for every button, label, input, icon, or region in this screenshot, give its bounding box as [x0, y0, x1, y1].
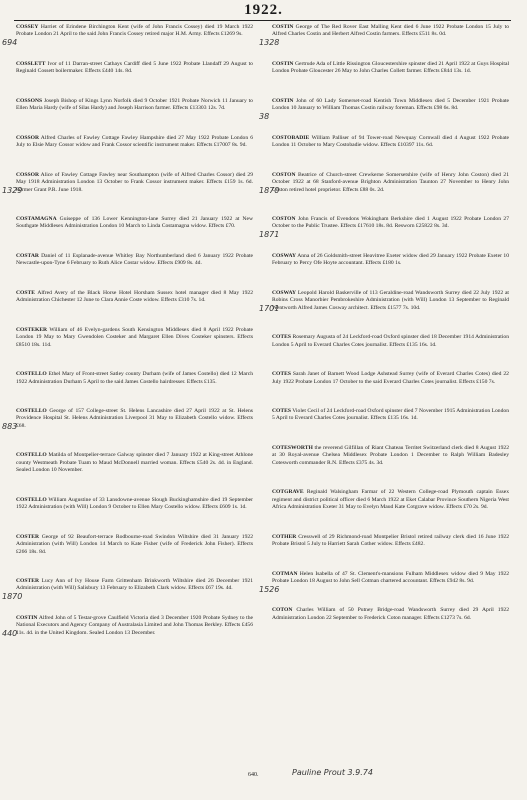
- entry-surname: COSTER: [16, 577, 40, 584]
- entry-text: Leopold Harold Baskerville of 113 Geraldine-road Wandsworth Surrey died 22 July 1922 at Robins Cross Manorbier Pembrokeshire Administration (with Will) London 13 September to Reginald Wentworth Alfred James Cosway architect. Effects £1577 7s. 10d.: [272, 289, 509, 311]
- margin-note: 694: [2, 38, 18, 47]
- probate-entry: [272, 253, 509, 268]
- entry-surname: COSWAY: [272, 252, 297, 259]
- entry-text: Ethel Mary of Front-street Satley county Durham (wife of James Costello) died 12 March 1922 Administration Durham 5 April to the said James Costello hairdresser. Effects £135.: [16, 371, 253, 385]
- entry-surname: COTHER: [272, 533, 297, 540]
- probate-entry: [272, 408, 509, 423]
- margin-note: 883: [2, 422, 18, 431]
- margin-note: 1870: [2, 592, 23, 601]
- entry-surname: COSTE: [16, 289, 35, 296]
- entry-text: Charles William of 50 Putney Bridge-road Wandsworth Surrey died 29 April 1922 Administration London 22 September to Frederick Coton manager. Effects £1273 7s. 6d.: [272, 607, 509, 621]
- entry-surname: COSTELLO: [16, 452, 47, 459]
- probate-entry: [16, 216, 253, 231]
- entry-text: Alfred Avery of the Black Horse Hotel Horsham Sussex hotel manager died 8 May 1922 Administration Chichester 12 June to Clara Annie Coste widow. Effects £310 7s. 1d.: [16, 289, 253, 304]
- probate-entry: [272, 607, 509, 622]
- entry-surname: COTGRAVE: [272, 489, 304, 496]
- margin-note: 1329: [2, 186, 23, 195]
- heading-rule: [14, 20, 511, 21]
- entry-surname: COSTIN: [16, 614, 38, 621]
- entry-text: Lucy Ann of Ivy House Farm Grittenham Brinkworth Wiltshire died 26 December 1921 Administration (with Will) Salisbury 13 February to Elizabeth Clark widow. Effects £67 19s. 4d.: [16, 577, 253, 592]
- entry-text: Daniel of 11 Esplanade-avenue Whitley Bay Northumberland died 6 January 1922 Probate Newcastle-upon-Tyne 6 February to Ruth Alice Costar widow. Effects £909 8s. 4d.: [16, 252, 253, 267]
- entry-text: Anna of 26 Goldsmith-street Heavitree Exeter widow died 29 January 1922 Probate Exeter 10 February to Percy Ofe Hoyte accountant. Effects £180 1s.: [272, 252, 509, 267]
- entry-text: Helen Isabella of 47 St. Clement's-mansions Fulham Middlesex widow died 9 May 1922 Probate London 18 August to John Sell Cotman chartered accountant. Effects £942 8s. 9d.: [272, 570, 509, 584]
- entry-surname: COSTEKER: [16, 326, 48, 333]
- probate-entry: [16, 61, 253, 76]
- probate-entry: [272, 98, 509, 113]
- entry-surname: COSTAMAGNA: [16, 215, 57, 222]
- probate-entry: [16, 578, 253, 593]
- probate-entry: [16, 615, 253, 637]
- probate-entry: [16, 408, 253, 430]
- probate-entry: [272, 334, 509, 349]
- probate-entry: [16, 327, 253, 349]
- entry-text: Alfred John of 5 Testar-grove Caulfield Victoria died 3 December 1920 Probate Sydney to the National Executors and Agency Company of Australasia Limited and John Thomas Berkley. Effects £456 11s. 4d. in the United Kingdom. Sealed London 13 December.: [16, 614, 253, 636]
- entry-surname: COSTIN: [272, 60, 294, 67]
- probate-entry: [272, 172, 509, 194]
- probate-entry: [16, 98, 253, 113]
- probate-entry: [272, 571, 509, 586]
- entry-text: William Augustine of 33 Lansdowne-avenue Slough Buckinghamshire died 19 September 1922 Administration (with Will) London 9 October to Ellen Mary Costello widow. Effects £609 1s. 1d.: [16, 496, 253, 511]
- entry-surname: COSWAY: [272, 289, 297, 296]
- margin-note: 1871: [259, 230, 280, 239]
- entry-text: George of 157 College-street St. Helens Lancashire died 27 April 1922 at St. Helens Providence Hospital St. Helens Administration Liverpool 31 May to Elizabeth Costello widow. Effects £68.: [16, 407, 253, 429]
- entry-text: William of 46 Evelyn-gardens South Kensington Middlesex died 8 April 1922 Probate London 19 May to Mary Gwendolen Costeker and Margaret Ellen Dives Costeker spinsters. Effects £8510 18s. 11d.: [16, 326, 253, 348]
- page-number: 640.: [248, 772, 259, 778]
- entry-text: John of 60 Lady Somerset-road Kentish Town Middlesex died 5 December 1921 Probate London 10 January to William Thomas Costin railway foreman. Effects £98 6s. 8d.: [272, 97, 509, 112]
- probate-entry: [16, 371, 253, 386]
- entry-text: George of 92 Beaufort-terrace Rodbourne-road Swindon Wiltshire died 31 January 1922 Administration (with Will) London 14 March to Kate Fisher (wife of Frederick John Fisher). Effects £266 18s. 8d.: [16, 533, 253, 555]
- entry-surname: COSTELLO: [16, 407, 47, 414]
- margin-note: 38: [259, 112, 270, 121]
- probate-entry: [16, 290, 253, 305]
- left-column: [16, 24, 253, 659]
- margin-note: 1870: [259, 186, 280, 195]
- probate-entry: [16, 452, 253, 474]
- entry-surname: COTES: [272, 371, 291, 378]
- margin-note: 1328: [259, 38, 280, 47]
- entry-surname: COSTELLO: [16, 371, 47, 378]
- probate-entry: [16, 534, 253, 556]
- entry-surname: COSTON: [272, 171, 296, 178]
- entry-surname: COSSEY: [16, 24, 39, 30]
- entry-text: the reverend Gilfillan of Riant Chateau Territet Switzerland clerk died 8 August 1922 at 30 Royal-avenue Chelsea Middlesex Probate London 1 December to Ralph William Badesley Cotesworth commander R.N. Effects £375 4s. 3d.: [272, 444, 509, 466]
- entry-surname: COTES: [272, 407, 291, 414]
- probate-entry: [272, 489, 509, 511]
- probate-entry: [272, 216, 509, 231]
- entry-text: Matilda of Montpelier-terrace Galway spinster died 7 January 1922 at King-street Athlone county Westmeath Probate Tuam to Maud McDonnell married woman. Effects £540 2s. 4d. in England. Sealed London 10 November.: [16, 452, 253, 474]
- entry-text: Joseph Bishop of Kings Lynn Norfolk died 9 October 1921 Probate Norwich 11 January to Ellen Maria Hardy (wife of Silas Hardy) and Joseph Harrison farmer. Effects £13303 12s. 7d.: [16, 97, 253, 112]
- entry-surname: COSSOR: [16, 134, 40, 141]
- entry-surname: COSTELLO: [16, 496, 47, 503]
- probate-entry: [272, 371, 509, 386]
- entry-text: Beatrice of Church-street Crewkerne Somersetshire (wife of Henry John Coston) died 21 October 1922 at 68 Stanford-avenue Brighton Administration Taunton 27 November to Henry John Coston retired hotel proprietor. Effects £88 0s. 2d.: [272, 171, 509, 193]
- margin-note: 1526: [259, 585, 280, 594]
- entry-surname: COTESWORTH: [272, 444, 313, 451]
- margin-note: 1701: [259, 304, 280, 313]
- entry-surname: COSSOR: [16, 171, 40, 178]
- entry-surname: COSTER: [16, 533, 40, 540]
- right-column: [272, 24, 509, 644]
- entry-text: Alice of Fawley Cottage Fawley near Southampton (wife of Alfred Charles Cossor) died 29 May 1918 Administration London 13 October to Frank Cossor instrument maker. Effects £159 1s. 6d. Former Grant P.R. June 1918.: [16, 171, 253, 193]
- entry-surname: COSTIN: [272, 97, 294, 104]
- entry-surname: COSSONS: [16, 97, 43, 104]
- entry-text: William Palliser of 94 Tower-road Newquay Cornwall died 4 August 1922 Probate London 11 October to Mary Costobadie widow. Effects £10397 11s. 6d.: [272, 134, 509, 149]
- probate-entry: [272, 135, 509, 150]
- handwritten-signature: Pauline Prout 3.9.74: [292, 768, 373, 777]
- entry-text: Gertrude Ada of Little Rissington Gloucestershire spinster died 21 April 1922 at Guys Hospital London Probate Gloucester 26 May to John Charles Collett farmer. Effects £844 13s. 1d.: [272, 60, 509, 75]
- probate-entry: [16, 135, 253, 150]
- entry-text: George of The Red Rover East Malling Kent died 6 June 1922 Probate London 15 July to Alfred Charles Costin and Herbert Alfred Costin farmers. Effects £511 8s. 0d.: [272, 24, 509, 38]
- entry-text: Sarah Janet of Barnett Wood Lodge Ashstead Surrey (wife of Everard Charles Cotes) died 22 July 1922 Probate London 17 October to the said Everard Charles Cotes journalist. Effects £150 7s.: [272, 371, 509, 385]
- probate-entry: [16, 172, 253, 194]
- entry-surname: COSSLETT: [16, 60, 46, 67]
- entry-surname: COSTOBADIE: [272, 134, 310, 141]
- probate-entry: [16, 253, 253, 268]
- margin-note: 440: [2, 629, 18, 638]
- entry-surname: COTON: [272, 607, 293, 614]
- entry-text: Guiseppe of 136 Lower Kennington-lane Surrey died 21 January 1922 at New Southgate Middlesex Administration London 10 March to Linda Costamagna widow. Effects £70.: [16, 215, 253, 230]
- entry-text: John Francis of Evendons Wokingham Berkshire died 1 August 1922 Probate London 27 October to the Public Trustee. Effects £17610 18s. 8d. Resworn £25822 8s. 3d.: [272, 215, 510, 230]
- entry-text: Ivor of 11 Darran-street Cathays Cardiff died 5 June 1922 Probate Llandaff 29 August to Reginald Cossett boilermaker. Effects £440 14s. 8d.: [16, 60, 253, 75]
- probate-entry: [272, 445, 509, 467]
- entry-surname: COSTON: [272, 215, 296, 222]
- entry-text: Alfred Charles of Fawley Cottage Fawley Hampshire died 27 May 1922 Probate London 6 July to Elsie Mary Cossor widow and Frank Cossor scientific instrument maker. Effects £17007 8s. 9d.: [16, 134, 253, 149]
- probate-entry: [272, 24, 509, 39]
- entry-surname: COTES: [272, 334, 291, 341]
- entry-text: Harriet of Erindene Birchington Kent (wife of John Francis Cossey) died 19 March 1922 Probate London 21 April to the said John Francis Cossey retired major H.M. Army. Effects £1269 9s.: [16, 24, 253, 38]
- probate-entry: [272, 534, 509, 549]
- probate-entry: [16, 497, 253, 512]
- probate-entry: [272, 290, 509, 312]
- probate-entry: [272, 61, 509, 76]
- entry-surname: COSTAR: [16, 252, 39, 259]
- probate-entry: [16, 24, 253, 39]
- entry-text: Cresswell of 29 Richmond-road Montpelier Bristol retired railway clerk died 16 June 1922 Probate Bristol 5 July to Harriett Sarah Cother widow. Effects £482.: [272, 533, 509, 548]
- year-heading: 1922.: [244, 2, 283, 18]
- entry-surname: COTMAN: [272, 570, 298, 577]
- entry-surname: COSTIN: [272, 24, 294, 30]
- entry-text: Rosemary Augusta of 24 Leckford-road Oxford spinster died 18 December 1914 Administration London 5 April to Everard Charles Cotes journalist. Effects £135 16s. 1d.: [272, 334, 509, 348]
- entry-text: Violet Cecil of 24 Leckford-road Oxford spinster died 7 November 1915 Administration London 5 April to Everard Charles Cotes journalist. Effects £135 16s. 1d.: [272, 407, 509, 422]
- entry-text: Reginald Walsingham Farmar of 22 Western College-road Plymouth captain Essex regiment and district political officer died 6 March 1922 at Eket Calabar Province Southern Nigeria West Africa Administration Exeter 31 May to Evelyn Maud Kate Cotgrave widow. Effects £70 2s. 9d.: [272, 489, 509, 511]
